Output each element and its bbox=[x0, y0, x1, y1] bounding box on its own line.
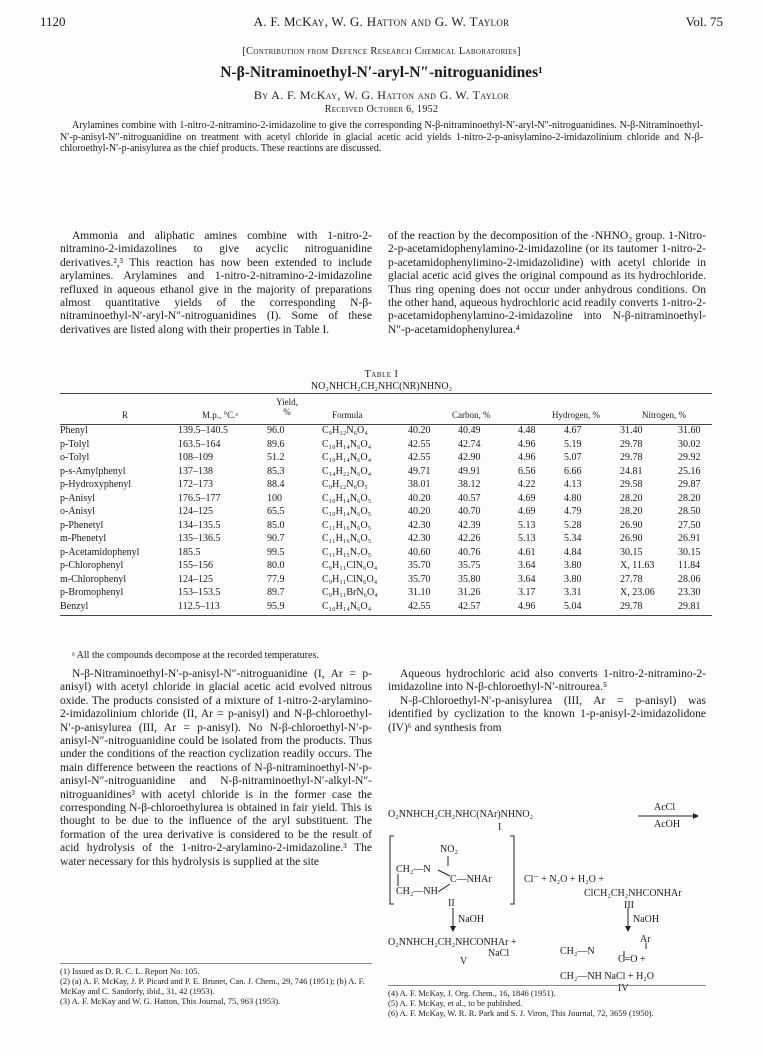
table-row bbox=[60, 425, 712, 439]
cell-h1: 4.22 bbox=[518, 479, 536, 490]
cell-c2: 40.76 bbox=[458, 546, 481, 558]
table-row bbox=[60, 506, 712, 520]
table-row bbox=[60, 493, 712, 507]
cell-h1: 4.96 bbox=[518, 600, 536, 612]
cell-n1: 27.78 bbox=[620, 573, 643, 585]
intro-continued: of the reaction by the decomposition of the -NHNO₂ group. 1-Nitro-2-p-acetamidophenylamino-2-imidazoline (or its tautomer 1-nitro-2-p-acetamidophenylimino-2-imidazolidine) with acetyl chloride in glacial acetic acid gives the original compound as its hydrochloride. Thus ring opening does not occur under anhydrous conditions. On the other hand, aqueous hydrochloric acid readily converts 1-nitro-2-p-acetamidophenylamino-2-imidazoline into N-β-nitraminoethyl-N″-p-acetamidophenylurea.⁴ bbox=[388, 230, 706, 336]
cell-h2: 3.80 bbox=[564, 560, 582, 571]
scheme-ring-co: C=O + bbox=[618, 954, 646, 965]
cell-r: o-Anisyl bbox=[60, 506, 95, 517]
cell-yield: 89.7 bbox=[267, 587, 285, 598]
cell-c1: 35.70 bbox=[408, 560, 431, 571]
cell-r: o-Tolyl bbox=[60, 452, 90, 463]
cell-c2: 42.74 bbox=[458, 438, 481, 450]
cell-yield: 80.0 bbox=[267, 560, 285, 571]
scheme-reagent-acl: AcCl bbox=[654, 802, 676, 813]
cell-r: m-Phenetyl bbox=[60, 533, 107, 544]
cell-h1: 4.96 bbox=[518, 452, 536, 463]
cell-mp: 134–135.5 bbox=[178, 519, 221, 531]
cell-c1: 40.20 bbox=[408, 492, 431, 504]
cell-c1: 38.01 bbox=[408, 479, 431, 490]
scheme-no2: NO₂ bbox=[440, 844, 458, 855]
byline: By A. F. McKay, W. G. Hatton and G. W. Taylor bbox=[253, 88, 510, 102]
received-date: Received October 6, 1952 bbox=[324, 104, 439, 115]
cell-h1: 5.13 bbox=[518, 519, 536, 531]
data-table bbox=[60, 393, 712, 616]
reaction-scheme bbox=[388, 796, 708, 966]
abstract-text: Arylamines combine with 1-nitro-2-nitramino-2-imidazoline to give the corresponding N-β-nitraminoethyl-N′-aryl-N″-nitroguanidines. N-β-Nitraminoethyl-N′-p-anisyl-N″-nitroguanidine on treatment with acetyl chloride in glacial acetic acid yields 1-nitro-2-p-anisylamino-2-imidazolinium chloride and N-β-chloroethyl-N′-p-anisylurea as the chief products. These reactions are discussed. bbox=[60, 120, 703, 154]
cell-mp: 124–125 bbox=[178, 506, 213, 517]
cell-c1: 31.10 bbox=[408, 587, 431, 598]
scheme-ch2-nh: CH₂—NH bbox=[396, 886, 438, 897]
cell-h2: 5.34 bbox=[564, 533, 582, 544]
cell-c1: 35.70 bbox=[408, 573, 431, 585]
cell-h2: 3.80 bbox=[564, 573, 582, 585]
cell-formula: C₁₄H₂₂N₆O₄ bbox=[322, 465, 372, 477]
cell-r: p-Bromophenyl bbox=[60, 587, 124, 598]
cell-c2: 40.57 bbox=[458, 492, 481, 504]
cell-mp: 137–138 bbox=[178, 465, 213, 477]
scheme-ring-iv bbox=[560, 946, 646, 965]
cell-n1: 30.15 bbox=[620, 546, 643, 558]
cell-c2: 49.91 bbox=[458, 465, 481, 477]
cell-h1: 4.96 bbox=[518, 438, 536, 450]
cell-n1: 31.40 bbox=[620, 425, 643, 436]
table-row bbox=[60, 452, 712, 466]
cell-c2: 40.49 bbox=[458, 425, 481, 436]
cell-r: Phenyl bbox=[60, 425, 88, 436]
cell-r: p-Tolyl bbox=[60, 438, 90, 450]
cell-n1: X, 23.06 bbox=[620, 587, 655, 598]
scheme-ring-bottom: CH₂—NH bbox=[560, 971, 602, 982]
cell-mp: 124–125 bbox=[178, 573, 213, 585]
cell-mp: 112.5–113 bbox=[178, 600, 220, 612]
footnote-6: (6) A. F. McKay, W. R. R. Park and S. J. Viron, This Journal, 72, 3659 (1950). bbox=[388, 1008, 654, 1018]
scheme-label-iii: III bbox=[624, 900, 634, 911]
cell-mp: 172–173 bbox=[178, 479, 213, 490]
cell-yield: 95.9 bbox=[267, 600, 285, 612]
cell-mp: 185.5 bbox=[178, 546, 201, 558]
cell-h2: 5.07 bbox=[564, 452, 582, 463]
volume-number: Vol. 75 bbox=[685, 14, 723, 29]
cell-yield: 90.7 bbox=[267, 533, 285, 544]
table-footnote: ᵃ All the compounds decompose at the recorded temperatures. bbox=[72, 650, 319, 661]
scheme-nacl-h2o: NaCl + H₂O bbox=[604, 971, 655, 982]
cell-n2: 30.15 bbox=[678, 546, 701, 558]
cell-r: Benzyl bbox=[60, 600, 89, 612]
cell-n2: 29.92 bbox=[678, 452, 701, 463]
contribution-line: [Contribution from Defence Research Chemical Laboratories] bbox=[242, 46, 521, 57]
cell-n2: 26.91 bbox=[678, 533, 701, 544]
cell-yield: 96.0 bbox=[267, 425, 285, 436]
table-row bbox=[60, 587, 712, 601]
cell-n2: 29.81 bbox=[678, 600, 701, 612]
column-2-bottom bbox=[388, 668, 706, 735]
cell-h2: 4.84 bbox=[564, 546, 582, 558]
cell-h1: 3.64 bbox=[518, 560, 536, 571]
cell-mp: 135–136.5 bbox=[178, 533, 221, 544]
page-number: 1120 bbox=[40, 14, 66, 29]
cell-c1: 42.55 bbox=[408, 600, 431, 612]
cell-h1: 4.61 bbox=[518, 546, 536, 558]
footnote-1: (1) Issued as D. R. C. L. Report No. 105. bbox=[60, 966, 200, 976]
cell-formula: C₉H₁₁BrN₆O₄ bbox=[322, 587, 378, 598]
header-hydrogen: Hydrogen, % bbox=[552, 410, 600, 420]
cell-c2: 35.80 bbox=[458, 573, 481, 585]
header-yield: Yield, % bbox=[276, 397, 298, 417]
cell-yield: 85.0 bbox=[267, 519, 285, 531]
scheme-label-ii: II bbox=[448, 898, 455, 909]
scheme-cl-products: Cl⁻ + N₂O + H₂O + bbox=[524, 874, 605, 885]
cell-n1: 28.20 bbox=[620, 506, 643, 517]
cell-n2: 28.50 bbox=[678, 506, 701, 517]
cell-n1: 26.90 bbox=[620, 519, 643, 531]
cell-h2: 6.66 bbox=[564, 465, 582, 477]
cell-yield: 100 bbox=[267, 492, 282, 504]
cell-formula: C₉H₁₂N₆O₅ bbox=[322, 479, 368, 490]
cell-c2: 42.90 bbox=[458, 452, 481, 463]
cell-mp: 108–109 bbox=[178, 452, 213, 463]
cell-n1: 24.81 bbox=[620, 465, 643, 477]
cell-r: p-Phenetyl bbox=[60, 519, 104, 531]
cell-yield: 65.5 bbox=[267, 506, 285, 517]
cell-n1: 29.78 bbox=[620, 600, 643, 612]
paper-title: N-β-Nitraminoethyl-N′-aryl-N″-nitroguanidines¹ bbox=[220, 64, 543, 81]
cell-mp: 139.5–140.5 bbox=[178, 425, 228, 436]
cell-r: p-Anisyl bbox=[60, 492, 95, 504]
table-caption: Table I bbox=[364, 369, 399, 380]
scheme-nacl-v: NaCl bbox=[488, 948, 510, 959]
table-row bbox=[60, 560, 712, 574]
table-row bbox=[60, 439, 712, 453]
scheme-ar: Ar bbox=[640, 934, 651, 945]
cell-yield: 51.2 bbox=[267, 452, 285, 463]
cell-h1: 4.69 bbox=[518, 492, 536, 504]
cell-yield: 89.6 bbox=[267, 438, 285, 450]
footnotes-left bbox=[60, 963, 372, 1006]
scheme-naoh-left: NaOH bbox=[458, 914, 485, 925]
cell-c2: 31.26 bbox=[458, 587, 481, 598]
cell-h1: 4.69 bbox=[518, 506, 536, 517]
cell-r: p-Chlorophenyl bbox=[60, 560, 124, 571]
cell-h1: 6.56 bbox=[518, 465, 536, 477]
table-body bbox=[60, 425, 712, 614]
table-row bbox=[60, 574, 712, 588]
cell-c2: 42.26 bbox=[458, 533, 481, 544]
scheme-ring-top: CH₂—N bbox=[560, 946, 595, 957]
cell-c1: 42.30 bbox=[408, 519, 431, 531]
cell-n1: 28.20 bbox=[620, 492, 643, 504]
cell-n2: 29.87 bbox=[678, 479, 701, 490]
header-r: R bbox=[122, 410, 129, 420]
cell-r: p-Hydroxyphenyl bbox=[60, 479, 132, 490]
cell-h2: 5.28 bbox=[564, 519, 582, 531]
cell-c1: 42.55 bbox=[408, 438, 431, 450]
intro-paragraph: Ammonia and aliphatic amines combine with 1-nitro-2-nitramino-2-imidazolines to give acyclic nitroguanidine derivatives.²,³ This reaction has now been extended to include arylamines. Arylamines and 1-nitro-2-nitramino-2-imidazoline refluxed in aqueous ethanol give in the majority of preparations almost quantitative yields of the corresponding N-β-nitraminoethyl-N′-aryl-N″-nitroguanidines (I). Some of these derivatives are listed along with their properties in Table I. bbox=[60, 230, 372, 336]
cell-h2: 4.67 bbox=[564, 425, 582, 436]
abstract bbox=[60, 120, 703, 155]
cell-n2: 28.20 bbox=[678, 492, 701, 504]
cell-h1: 3.17 bbox=[518, 587, 536, 598]
cell-yield: 88.4 bbox=[267, 479, 285, 490]
table-row bbox=[60, 520, 712, 534]
cell-formula: C₉H₁₁ClN₆O₄ bbox=[322, 573, 378, 585]
table-row bbox=[60, 547, 712, 561]
cell-h2: 4.80 bbox=[564, 492, 582, 504]
cell-c1: 42.30 bbox=[408, 533, 431, 544]
cell-c1: 40.20 bbox=[408, 425, 431, 436]
scheme-label-v: V bbox=[460, 956, 468, 967]
running-head-authors: A. F. McKay, W. G. Hatton and G. W. Taylor bbox=[253, 14, 510, 29]
footnote-2: (2) (a) A. F. McKay, J. P. Picard and P. E. Brunet, Can. J. Chem., 29, 746 (1951); (b) A. F. McKay and C. Sandorfy, ibid., 31, 42 (1953). bbox=[60, 976, 365, 996]
cell-yield: 77.9 bbox=[267, 573, 285, 585]
cell-mp: 176.5–177 bbox=[178, 492, 221, 504]
table-header bbox=[60, 393, 712, 425]
scheme-reagent-acoh: AcOH bbox=[654, 819, 681, 830]
cell-n2: 23.30 bbox=[678, 587, 701, 598]
scheme-start: O₂NNHCH₂CH₂NHC(NAr)NHNO₂ bbox=[388, 809, 534, 820]
cell-formula: C₁₀H₁₄N₆O₄ bbox=[322, 438, 372, 450]
header-formula: Formula bbox=[332, 410, 363, 420]
column-2-top bbox=[388, 230, 706, 337]
cell-mp: 153–153.5 bbox=[178, 587, 221, 598]
cell-yield: 99.5 bbox=[267, 546, 285, 558]
cell-n1: 26.90 bbox=[620, 533, 643, 544]
table-row bbox=[60, 533, 712, 547]
scheme-label-iv: IV bbox=[618, 983, 629, 994]
cell-r: m-Chlorophenyl bbox=[60, 573, 127, 585]
table-row bbox=[60, 466, 712, 480]
cell-mp: 163.5–164 bbox=[178, 438, 221, 450]
discussion-paragraph: N-β-Nitraminoethyl-N′-p-anisyl-N″-nitroguanidine (I, Ar = p-anisyl) with acetyl chloride in glacial acetic acid evolved nitrous oxide. The products consisted of a mixture of 1-nitro-2-arylamino-2-imidazolinium chloride (II, Ar = p-anisyl) and N-β-chloroethyl-N′-p-anisylurea (III, Ar = p-anisyl). No N-β-chloroethyl-N′-p-anisyl-N″-nitroguanidine could be isolated from the products. Thus under the conditions of the reaction cyclization readily occurs. The main difference between the reactions of N-β-nitraminoethyl-N′-p-anisyl-N″-nitroguanidine and N-β-nitraminoethyl-N′-alkyl-N″-nitroguanidines³ with acetyl chloride is in the former case the corresponding N-β-chloroethylurea is obtained in fair yield. This is thought to be due to the influence of the aryl substituent. The formation of the urea derivative is considered to be the result of acid hydrolysis of the 1-nitro-2-arylamino-2-imidazoline.³ The water necessary for this hydrolysis is supplied at the site bbox=[60, 668, 372, 868]
footnote-5: (5) A. F. McKay, et al., to be published. bbox=[388, 998, 523, 1008]
cell-c1: 40.60 bbox=[408, 546, 431, 558]
discussion-para-2: N-β-Chloroethyl-N′-p-anisylurea (III, Ar = p-anisyl) was identified by cyclization to the known 1-p-anisyl-2-imidazolidone (IV)⁶ and synthesis from bbox=[388, 694, 706, 734]
scheme-naoh-right: NaOH bbox=[633, 914, 660, 925]
cell-c1: 49.71 bbox=[408, 465, 431, 477]
column-1-bottom bbox=[60, 668, 372, 869]
cell-c1: 40.20 bbox=[408, 506, 431, 517]
scheme-label-i: I bbox=[498, 822, 502, 833]
discussion-para-1: Aqueous hydrochloric acid also converts 1-nitro-2-nitramino-2-imidazoline into N-β-chloroethyl-N′-nitrourea.⁵ bbox=[388, 668, 706, 694]
cell-formula: C₁₀H₁₄N₆O₄ bbox=[322, 452, 372, 463]
cell-h2: 3.31 bbox=[564, 587, 582, 598]
cell-r: p-Acetamidophenyl bbox=[60, 546, 140, 558]
cell-h2: 4.13 bbox=[564, 479, 582, 490]
footnote-4: (4) A. F. McKay, J. Org. Chem., 16, 1846 (1951). bbox=[388, 988, 556, 998]
cell-n2: 11.84 bbox=[678, 560, 701, 571]
scheme-c-nhar: C—NHAr bbox=[450, 874, 492, 885]
cell-c2: 42.57 bbox=[458, 600, 481, 612]
footnote-3: (3) A. F. McKay and W. G. Hatton, This Journal, 75, 963 (1953). bbox=[60, 996, 281, 1006]
cell-n1: 29.78 bbox=[620, 452, 643, 463]
header-nitrogen: Nitrogen, % bbox=[642, 410, 686, 420]
header-carbon: Carbon, % bbox=[452, 410, 491, 420]
column-1-top bbox=[60, 230, 372, 337]
cell-formula: C₁₁H₁₆N₆O₅ bbox=[322, 519, 372, 531]
cell-h1: 3.64 bbox=[518, 573, 536, 585]
cell-r: p-s-Amylphenyl bbox=[60, 465, 126, 477]
table-row bbox=[60, 601, 712, 615]
cell-n2: 31.60 bbox=[678, 425, 701, 436]
cell-n2: 30.02 bbox=[678, 438, 701, 450]
footnotes-right bbox=[388, 985, 706, 1018]
cell-n2: 27.50 bbox=[678, 519, 701, 531]
cell-formula: C₁₀H₁₄N₆O₅ bbox=[322, 506, 372, 517]
cell-formula: C₉H₁₁ClN₆O₄ bbox=[322, 560, 378, 571]
cell-n2: 25.16 bbox=[678, 465, 701, 477]
scheme-ch2-n: CH₂—N bbox=[396, 864, 431, 875]
scheme-urea: ClCH₂CH₂NHCONHAr bbox=[584, 888, 682, 899]
cell-c2: 40.70 bbox=[458, 506, 481, 517]
running-head bbox=[40, 14, 723, 32]
cell-formula: C₁₁H₁₅N₇O₅ bbox=[322, 546, 372, 558]
cell-formula: C₁₁H₁₆N₆O₅ bbox=[322, 533, 372, 544]
cell-formula: C₉H₁₂N₆O₄ bbox=[322, 425, 368, 436]
header-mp: M.p., °C.ᵃ bbox=[202, 410, 238, 420]
cell-c2: 38.12 bbox=[458, 479, 481, 490]
scheme-ring-bottom-line bbox=[560, 971, 654, 982]
cell-n1: 29.58 bbox=[620, 479, 643, 490]
table-general-formula: NO₂NHCH₂CH₂NHC(NR)NHNO₂ bbox=[310, 381, 453, 392]
cell-n1: X, 11.63 bbox=[620, 560, 655, 571]
cell-c2: 42.39 bbox=[458, 519, 481, 531]
cell-h1: 4.48 bbox=[518, 425, 536, 436]
cell-h2: 5.19 bbox=[564, 438, 582, 450]
cell-formula: C₁₀H₁₄N₆O₄ bbox=[322, 600, 372, 612]
table-row bbox=[60, 479, 712, 493]
cell-c1: 42.55 bbox=[408, 452, 431, 463]
cell-n1: 29.78 bbox=[620, 438, 643, 450]
cell-h2: 4.79 bbox=[564, 506, 582, 517]
cell-h1: 5.13 bbox=[518, 533, 536, 544]
cell-c2: 35.75 bbox=[458, 560, 481, 571]
scheme-product-v: O₂NNHCH₂CH₂NHCONHAr + bbox=[388, 937, 517, 948]
cell-n2: 28.06 bbox=[678, 573, 701, 585]
cell-mp: 155–156 bbox=[178, 560, 213, 571]
cell-yield: 85.3 bbox=[267, 465, 285, 477]
cell-formula: C₁₀H₁₄N₆O₅ bbox=[322, 492, 372, 504]
cell-h2: 5.04 bbox=[564, 600, 582, 612]
